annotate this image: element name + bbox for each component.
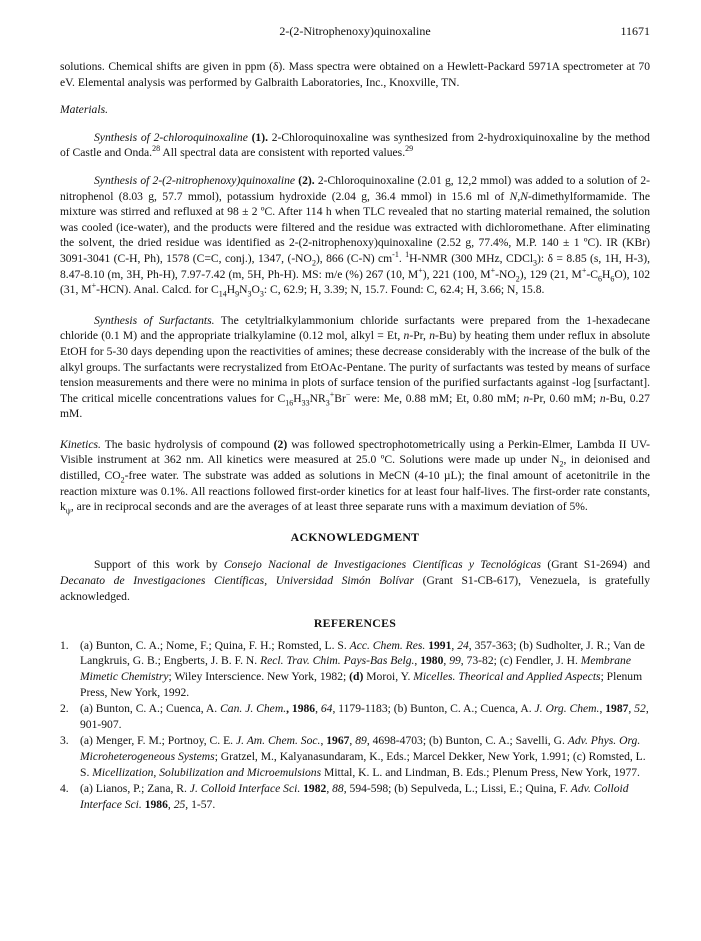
citation-29: 29	[405, 144, 414, 154]
journal-page	[60, 24, 650, 813]
synthesis-1-lead: Synthesis of 2-chloroquinoxaline	[94, 130, 248, 144]
reference-list	[60, 638, 650, 813]
kinetics-paragraph: Kinetics. The basic hydrolysis of compound (2) was followed spectrophotometrically using a Perkin-Elmer, Lambda II UV-Visible instrument at 362 nm. All kinetics were measured at 25.0 ºC. Solutions were made up under $N_2$, in deionised and distilled, $CO_2$-free water. The substrate was added as solutions in MeCN (4-10 µL); the final amount of acetonitrile in the reaction mixture was 0.1%. All reactions followed first-order kinetics for at least four half-lives. The first-order rate constants, $k_\psi$, are in reciprocal seconds and are the averages of at least three separate runs with a maximum deviation of 5%.	[60, 437, 651, 516]
reference-1: 1. (a) Bunton, C. A.; Nome, F.; Quina, F. H.; Romsted, L. S. Acc. Chem. Res. 1991, 24, 357-363; (b) Sudholter, J. R.; Van de Langkruis, G. B.; Engberts, J. B. F. N. Recl. Trav. Chim. Pays-Bas Belg., 1980, 99, 73-82; (c) Fendler, J. H. Membrane Mimetic Chemistry; Wiley Interscience. New York, 1982; (d) Moroi, Y. Micelles. Theorical and Applied Aspects; Plenum Press, New York, 1992.	[60, 638, 645, 699]
reference-4: 4. (a) Lianos, P.; Zana, R. J. Colloid Interface Sci. 1982, 88, 594-598; (b) Sepulveda, L.; Lissi, E.; Quina, F. Adv. Colloid Interface Sci. 1986, 25, 1-57.	[60, 782, 629, 811]
running-head-title: 2-(2-Nitrophenoxy)quinoxaline	[279, 24, 431, 38]
compound-1-label: (1).	[251, 130, 268, 144]
acknowledgment-paragraph: Support of this work by Consejo Nacional de Investigaciones Científicas y Tecnológicas (Grant S1-2694) and Decanato de Investigaciones Científicas, Universidad Simón Bolívar (Grant S1-CB-617), Venezuela, is gratefully acknowledged.	[60, 558, 651, 603]
synthesis-surfactants-lead: Synthesis of Surfactants.	[94, 313, 215, 327]
materials-heading: Materials.	[60, 103, 108, 117]
running-head	[60, 24, 650, 42]
acknowledgment-heading: ACKNOWLEDGMENT	[290, 529, 420, 544]
kinetics-lead: Kinetics.	[60, 437, 101, 451]
intro-paragraph: solutions. Chemical shifts are given in ppm (δ). Mass spectra were obtained on a Hewlett-Packard 5971A spectrometer at 70 eV. Elemental analysis was performed by Galbraith Laboratories, Inc., Knoxville, TN.	[60, 60, 650, 89]
reference-3: 3. (a) Menger, F. M.; Portnoy, C. E. J. Am. Chem. Soc., 1967, 89, 4698-4703; (b) Bunton, C. A.; Savelli, G. Adv. Phys. Org. Microheterogeneous Systems; Gratzel, M., Kalyanasundaram, K., Eds.; Marcel Dekker, New York, 1.991; (c) Romsted, L. S. Micellization, Solubilization and Microemulsions Mittal, K. L. and Lindman, B. Eds.; Plenum Press, New York, 1977.	[60, 734, 646, 779]
compound-2-label: (2).	[298, 173, 315, 187]
references-heading: REFERENCES	[313, 616, 397, 631]
synthesis-nitrophenoxy-paragraph: Synthesis of 2-(2-nitrophenoxy)quinoxaline (2). 2-Chloroquinoxaline (2.01 g, 12,2 mmol) was added to a solution of 2-nitrophenol (8.03 g, 57.7 mmol), potassium hydroxide (2.04 g, 36.4 mmol) in 15.6 ml of N,N-dimethylformamide. The mixture was stirred and refluxed at 98 ± 2 ºC. After 114 h when TLC revealed that no starting material remained, the solution was cooled (ice-water), and the products were filtered and the residue was extracted with dichloromethane. After eliminating the solvent, the dried residue was identified as 2-(2-nitrophenoxy)quinoxaline (2.52 g, 77.4%, M.P. 140 ± 1 ºC). IR (KBr) 3091-3041 (C-H, Ph), 1578 (C=C, conj.), 1347, $(-NO_2)$, 866 (C-N) $cm^{-1}$. $^1$H-NMR (300 MHz, CDCl$_3$): δ = 8.85 (s, 1H, H-3), 8.47-8.10 (m, 3H, Ph-H), 7.97-7.42 (m, 5H, Ph-H). MS: m/e (%) 267 (10, M+), 221 (100, $M^+-NO_2$), 129 (21, $M^+-C_6H_6O$), 102 (31, M+-HCN). Anal. Calcd. for $C_{14}H_9N_3O_3$: C, 62.9; H, 3.39; N, 15.7. Found: C, 62.4; H, 3.66; N, 15.8.	[60, 173, 651, 299]
reference-2: 2. (a) Bunton, C. A.; Cuenca, A. Can. J. Chem., 1986, 64, 1179-1183; (b) Bunton, C. A.; Cuenca, A. J. Org. Chem., 1987, 52, 901-907.	[60, 702, 649, 731]
synthesis-2-lead: Synthesis of 2-(2-nitrophenoxy)quinoxaline	[94, 173, 296, 187]
synthesis-surfactants-paragraph: Synthesis of Surfactants. The cetyltrialkylammonium chloride surfactants were prepared from the 1-hexadecane chloride (0.1 M) and the appropriate trialkylamine (0.12 mol, alkyl = Et, n-Pr, n-Bu) by heating them under reflux in absolute EtOH for 5-30 days depending upon the reactivities of amines; these decrease considerably with the increase of the bulk of the alkyl groups. The surfactants were recrystalized from EtOAc-Pentane. The purity of surfactants was tested by means of surface tension measurements and there were no minima in plots of surface tension of the purified surfactants against -log [surfactant]. The critical micelle concentrations values for $C_{16}H_{33}NR_3^+Br^-$ were: Me, 0.88 mM; Et, 0.80 mM; n-Pr, 0.60 mM; n-Bu, 0.27 mM.	[60, 313, 650, 421]
citation-28: 28	[152, 144, 161, 154]
synthesis-chloroquinoxaline-paragraph: Synthesis of 2-chloroquinoxaline (1). 2-Chloroquinoxaline was synthesized from 2-hydroxiquinoxaline by the method of Castle and Onda.$^{28}$ All spectral data are consistent with reported values.$^{29}$	[60, 130, 650, 160]
page-number: 11671	[620, 24, 650, 38]
